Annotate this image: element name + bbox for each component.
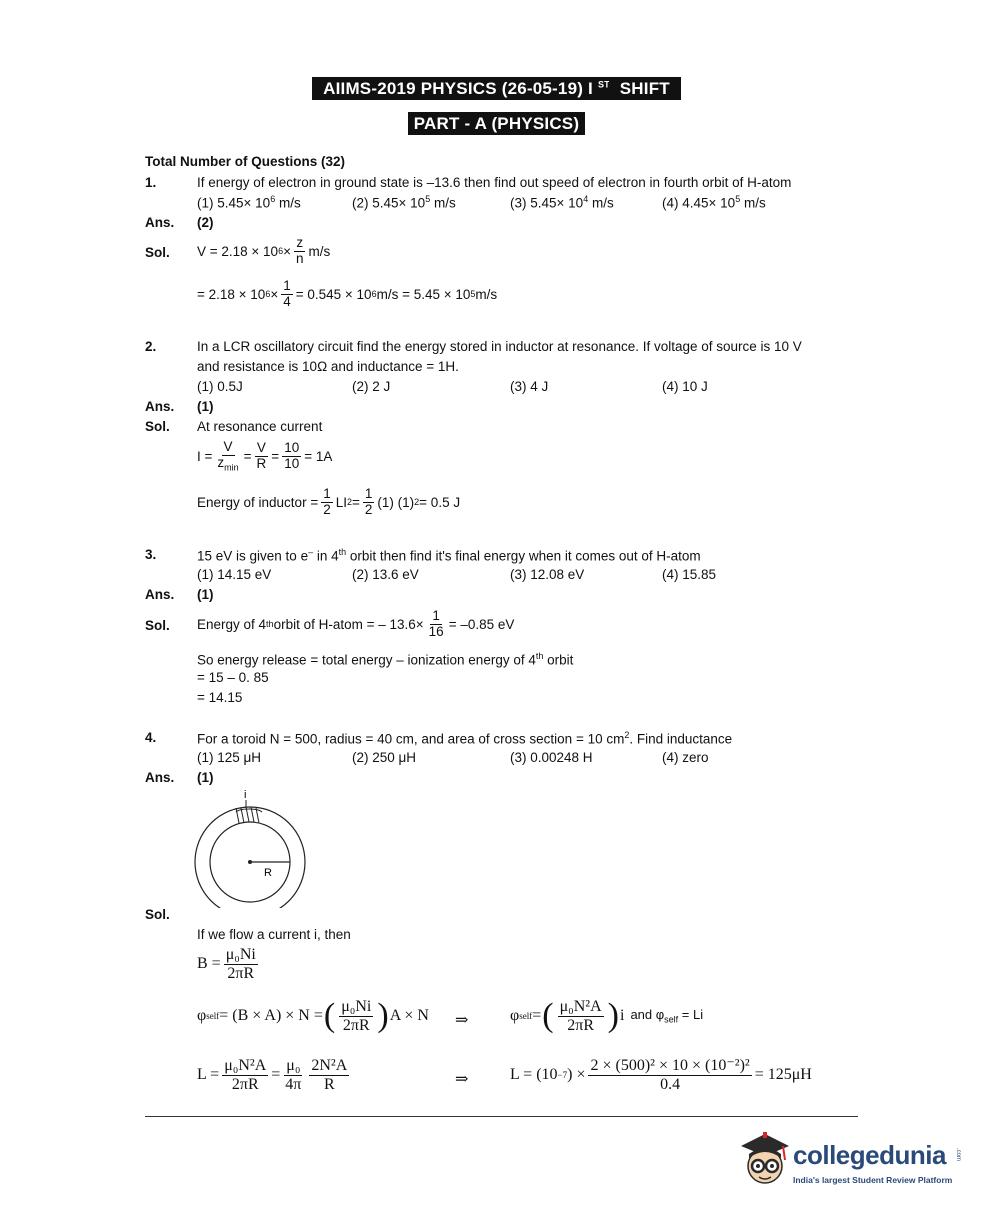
logo-wordmark: collegedunia bbox=[793, 1140, 946, 1170]
page-title: AIIMS-2019 PHYSICS (26-05-19) I $^{ST}$ SHIFT bbox=[0, 79, 993, 99]
q3-option-3: (3) 12.08 eV bbox=[510, 567, 585, 582]
collegedunia-logo bbox=[735, 1126, 965, 1196]
q2-current-eq: I = $\frac{V}{z_{min}}$ = $\frac{V}{R}$ = $\frac{10}{10}$ = 1A bbox=[197, 439, 333, 473]
q2-text-line1: In a LCR oscillatory circuit find the energy stored in inductor at resonance. If voltage of source is 10 V bbox=[197, 339, 802, 354]
q2-option-2: (2) 2 J bbox=[352, 379, 391, 394]
q3-ans-label: Ans. bbox=[145, 587, 175, 602]
logo-tagline: India's largest Student Review Platform bbox=[793, 1175, 953, 1185]
q1-option-3: (3) $5.45\times 10^4$ m/s bbox=[510, 194, 614, 211]
q4-ans-label: Ans. bbox=[145, 770, 175, 785]
q1-number: 1. bbox=[145, 175, 157, 190]
q2-sol-line1: At resonance current bbox=[197, 419, 323, 434]
q2-number: 2. bbox=[145, 339, 157, 354]
q1-option-2: (2) $5.45\times 10^5$ m/s bbox=[352, 194, 456, 211]
q4-option-3: (3) 0.00248 H bbox=[510, 750, 593, 765]
q3-number: 3. bbox=[145, 547, 157, 562]
q3-answer: (1) bbox=[197, 587, 214, 602]
q3-release-line: So energy release = total energy – ionization energy of 4th orbit bbox=[197, 651, 574, 668]
q4-option-4: (4) zero bbox=[662, 750, 709, 765]
section-title: PART - A (PHYSICS) bbox=[0, 114, 993, 134]
radius-label: R bbox=[264, 867, 272, 879]
q3-energy-eq: Energy of 4 th orbit of H-atom = – 13.6× $\frac{1}{16}$ = –0.85 eV bbox=[197, 608, 515, 639]
q3-sol-label: Sol. bbox=[145, 618, 170, 633]
q3-option-2: (2) 13.6 eV bbox=[352, 567, 419, 582]
logo-com: .com bbox=[955, 1148, 961, 1162]
q1-text: If energy of electron in ground state is –13.6 then find out speed of electron in fourth orbit of H-atom bbox=[197, 175, 792, 190]
q3-option-4: (4) 15.85 bbox=[662, 567, 717, 582]
q4-l2-eq: L = (10 −7 ) × $\frac{\text{2 × (500)² × 10 × (10⁻²)²}}{0.4}$ = 125μH bbox=[510, 1057, 812, 1093]
q1-ans-label: Ans. bbox=[145, 215, 175, 230]
q4-phi2-eq: φ self = ( $\frac{\text{μ₀N²A}}{2\pi R}$ ) i and $\varphi_{self} = Li$ bbox=[510, 997, 704, 1035]
q2-ans-label: Ans. bbox=[145, 399, 175, 414]
q2-option-3: (3) 4 J bbox=[510, 379, 549, 394]
q2-answer: (1) bbox=[197, 399, 214, 414]
q2-text-line2: and resistance is 10Ω and inductance = 1H. bbox=[197, 359, 459, 374]
total-questions: Total Number of Questions (32) bbox=[145, 154, 346, 169]
q1-sol-eq2: = 2.18 × 10 6 × $\frac{1}{4}$ = 0.545 × 10 6 m/s = 5.45 × 10 5 m/s bbox=[197, 278, 498, 309]
q1-answer: (2) bbox=[197, 215, 214, 230]
q3-option-1: (1) 14.15 eV bbox=[197, 567, 272, 582]
q4-text: For a toroid N = 500, radius = 40 cm, and area of cross section = 10 $cm^2$. Find inductance bbox=[197, 730, 733, 747]
mascot-icon bbox=[735, 1128, 791, 1192]
q1-option-1: (1) $5.45\times 10^6$ m/s bbox=[197, 194, 301, 211]
toroid-diagram bbox=[190, 788, 310, 908]
q2-energy-eq: Energy of inductor = $\frac{1}{2}$ LI 2 = $\frac{1}{2}$ (1) (1) 2 = 0.5 J bbox=[197, 486, 461, 517]
q4-sol-line: If we flow a current i, then bbox=[197, 927, 351, 942]
q2-option-4: (4) 10 J bbox=[662, 379, 708, 394]
q4-phi-eq: φ self = (B × A) × N = ( $\frac{\text{μ₀Ni}}{2\pi R}$ ) A × N bbox=[197, 997, 429, 1035]
q4-sol-label: Sol. bbox=[145, 907, 170, 922]
q4-option-1: (1) 125 μH bbox=[197, 750, 262, 765]
q1-sol-eq1: V = 2.18 × 10 6 × $\frac{z}{n}$ m/s bbox=[197, 235, 331, 266]
q4-answer: (1) bbox=[197, 770, 214, 785]
footer-divider bbox=[145, 1116, 858, 1117]
q4-b-eq: B = $\frac{\text{μ₀Ni}}{2\pi R}$ bbox=[197, 946, 256, 982]
q1-option-4: (4) $4.45\times 10^5$ m/s bbox=[662, 194, 766, 211]
q3-step2: = 14.15 bbox=[197, 690, 243, 705]
q4-arrow-1: ⇒ bbox=[455, 1012, 469, 1029]
q4-arrow-2: ⇒ bbox=[455, 1071, 469, 1088]
center-dot bbox=[248, 860, 252, 864]
coil-windings bbox=[236, 807, 262, 823]
q4-number: 4. bbox=[145, 730, 157, 745]
q4-l-eq: L = $\frac{\text{μ₀N²A}}{2\pi R}$ = $\frac{\text{μ₀}}{4\pi}$ $\frac{\text{2N²A}}{R}$ bbox=[197, 1057, 348, 1093]
current-label: i bbox=[244, 789, 247, 801]
q3-text: 15 eV is given to e– in 4th orbit then find it's final energy when it comes out of H-atom bbox=[197, 547, 701, 564]
q4-option-2: (2) 250 μH bbox=[352, 750, 417, 765]
q3-step1: = 15 – 0. 85 bbox=[197, 670, 269, 685]
q1-sol-label: Sol. bbox=[145, 245, 170, 260]
q2-sol-label: Sol. bbox=[145, 419, 170, 434]
q2-option-1: (1) 0.5J bbox=[197, 379, 243, 394]
